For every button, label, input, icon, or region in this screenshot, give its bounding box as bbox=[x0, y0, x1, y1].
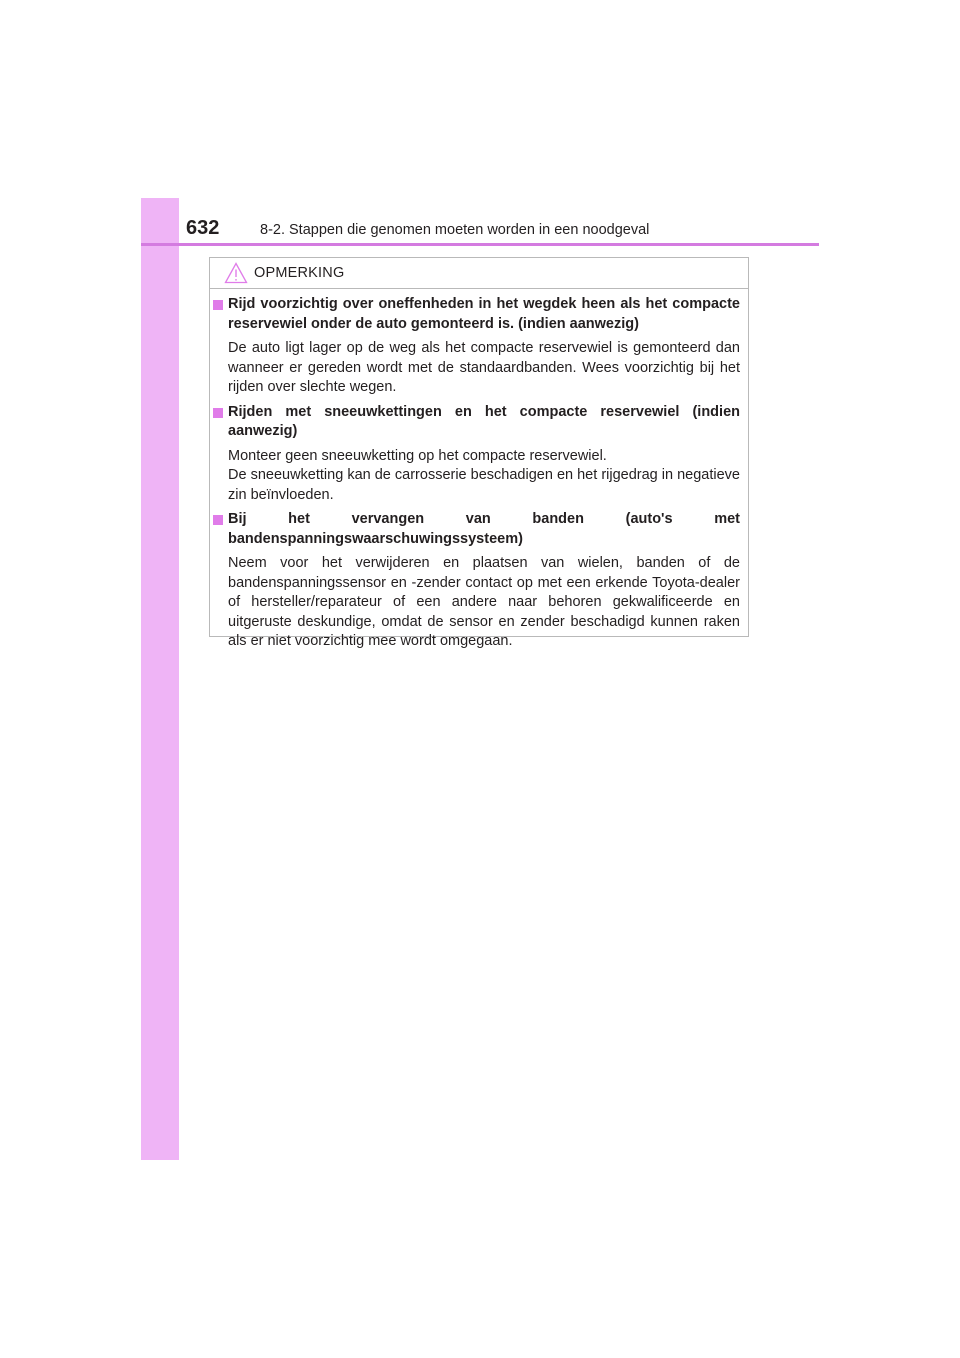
square-bullet-icon bbox=[213, 408, 223, 418]
notice-item-heading: Bij het vervangen van banden (auto's met bandenspanningswaarschuwingssysteem) bbox=[210, 510, 740, 549]
notice-item bbox=[210, 510, 740, 652]
notice-item bbox=[210, 295, 740, 398]
notice-divider bbox=[210, 288, 748, 289]
chapter-side-tab bbox=[141, 198, 179, 1160]
notice-item-text bbox=[210, 339, 740, 398]
section-title: 8-2. Stappen die genomen moeten worden in een noodgeval bbox=[260, 222, 650, 238]
notice-item-heading: Rijd voorzichtig over oneffenheden in het wegdek heen als het compacte reservewiel onder de auto gemonteerd is. (indien aanwezig) bbox=[210, 295, 740, 334]
page-number: 632 bbox=[186, 217, 220, 239]
notice-item-text bbox=[210, 554, 740, 652]
notice-item-text bbox=[210, 447, 740, 506]
square-bullet-icon bbox=[213, 515, 223, 525]
notice-title: OPMERKING bbox=[254, 265, 345, 281]
header-divider bbox=[141, 243, 819, 246]
warning-triangle-icon bbox=[224, 262, 248, 284]
notice-body bbox=[210, 295, 748, 657]
paragraph: Monteer geen sneeuwketting op het compacte reservewiel. bbox=[228, 447, 607, 464]
notice-box bbox=[209, 257, 749, 649]
notice-item bbox=[210, 403, 740, 506]
paragraph: De sneeuwketting kan de carrosserie beschadigen en het rijgedrag in negatieve zin beïnvloeden. bbox=[228, 467, 740, 503]
paragraph: Neem voor het verwijderen en plaatsen van wielen, banden of de bandenspanningssensor en -zender contact op met een erkende Toyota-dealer of hersteller/reparateur of een andere naar behoren gekwalificeerde en uitgeruste deskundige, omdat de sensor en zender beschadigd kunnen raken als er niet voorzichtig mee wordt omgegaan. bbox=[228, 555, 740, 649]
square-bullet-icon bbox=[213, 300, 223, 310]
notice-item-heading: Rijden met sneeuwkettingen en het compacte reservewiel (indien aanwezig) bbox=[210, 403, 740, 442]
notice-header bbox=[224, 258, 344, 288]
paragraph: De auto ligt lager op de weg als het compacte reservewiel is gemonteerd dan wanneer er gereden wordt met de standaardbanden. Wees voorzichtig bij het rijden over slechte wegen. bbox=[228, 340, 740, 395]
